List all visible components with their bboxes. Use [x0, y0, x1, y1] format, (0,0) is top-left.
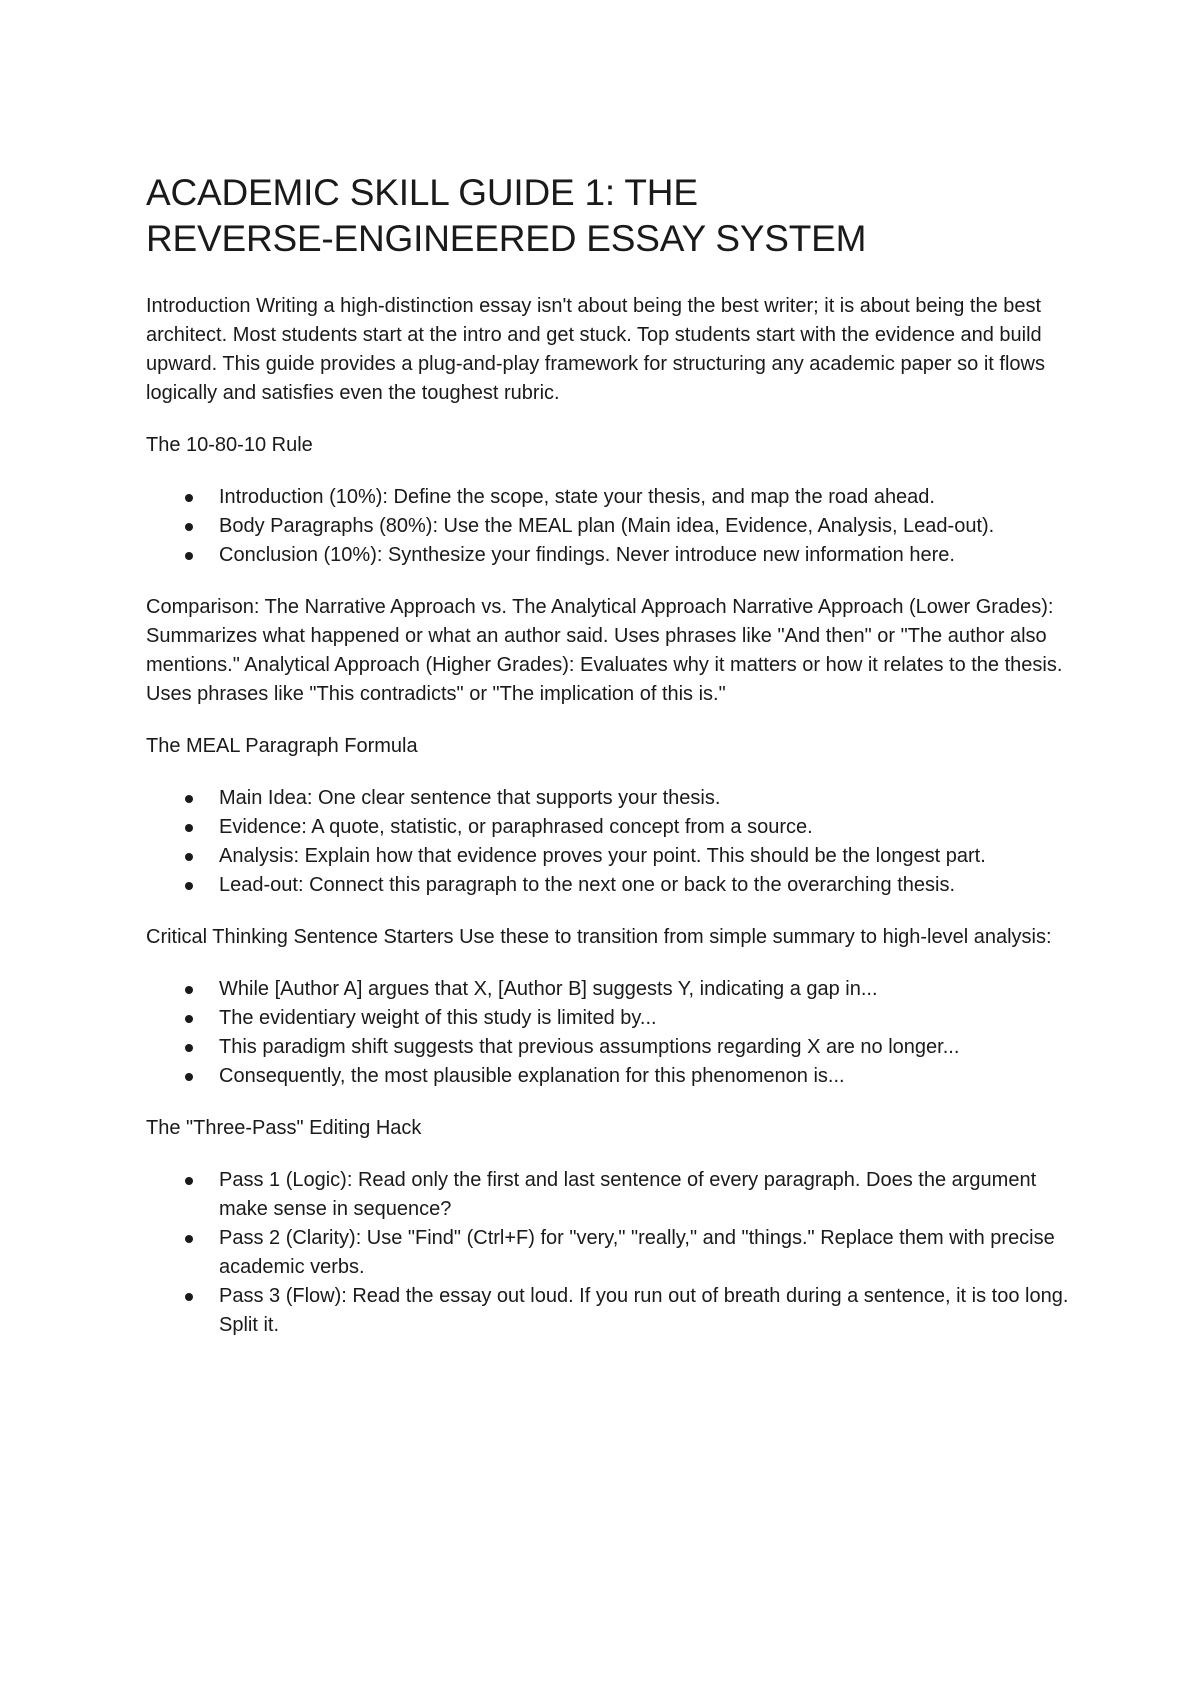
list-item: Introduction (10%): Define the scope, state your thesis, and map the road ahead.	[146, 483, 1076, 512]
list-item: While [Author A] argues that X, [Author B] suggests Y, indicating a gap in...	[146, 975, 1076, 1004]
list-item: This paradigm shift suggests that previous assumptions regarding X are no longer...	[146, 1033, 1076, 1062]
list-item: Pass 3 (Flow): Read the essay out loud. If you run out of breath during a sentence, it is too long. Split it.	[146, 1282, 1076, 1340]
title-line-1: ACADEMIC SKILL GUIDE 1: THE	[146, 172, 698, 213]
bullet-icon	[185, 1293, 193, 1301]
editing-heading: The "Three-Pass" Editing Hack	[146, 1117, 422, 1139]
list-item: Lead-out: Connect this paragraph to the next one or back to the overarching thesis.	[146, 871, 1076, 900]
bullet-icon	[185, 1073, 193, 1081]
page-title	[146, 170, 1076, 262]
list-item: Pass 1 (Logic): Read only the first and last sentence of every paragraph. Does the argument make sense in sequence?	[146, 1166, 1076, 1224]
comparison-paragraph: Comparison: The Narrative Approach vs. The Analytical Approach Narrative Approach (Lower Grades): Summarizes what happened or what an author said. Uses phrases like "And then" or "The author also mentions." Analytical Approach (Higher Grades): Evaluates why it matters or how it relates to the thesis. Uses phrases like "This contradicts" or "The implication of this is."	[146, 596, 1063, 705]
bullet-icon	[185, 882, 193, 890]
list-item: Evidence: A quote, statistic, or paraphrased concept from a source.	[146, 813, 1076, 842]
editing-list	[146, 1166, 1076, 1340]
bullet-icon	[185, 1044, 193, 1052]
rule-heading: The 10-80-10 Rule	[146, 434, 313, 456]
critical-thinking-list	[146, 975, 1076, 1091]
intro-paragraph: Introduction Writing a high-distinction essay isn't about being the best writer; it is about being the best architect. Most students start at the intro and get stuck. Top students start with the evidence and build upward. This guide provides a plug-and-play framework for structuring any academic paper so it flows logically and satisfies even the toughest rubric.	[146, 295, 1045, 404]
title-line-2: REVERSE-ENGINEERED ESSAY SYSTEM	[146, 218, 867, 259]
list-item: Pass 2 (Clarity): Use "Find" (Ctrl+F) for "very," "really," and "things." Replace them with precise academic verbs.	[146, 1224, 1076, 1282]
list-item: Conclusion (10%): Synthesize your findings. Never introduce new information here.	[146, 541, 1076, 570]
meal-heading: The MEAL Paragraph Formula	[146, 735, 418, 757]
bullet-icon	[185, 494, 193, 502]
bullet-icon	[185, 824, 193, 832]
rule-list	[146, 483, 1076, 570]
meal-list	[146, 784, 1076, 900]
bullet-icon	[185, 1235, 193, 1243]
bullet-icon	[185, 795, 193, 803]
document-page	[146, 170, 1076, 1363]
bullet-icon	[185, 1015, 193, 1023]
list-item: Main Idea: One clear sentence that supports your thesis.	[146, 784, 1076, 813]
list-item: The evidentiary weight of this study is limited by...	[146, 1004, 1076, 1033]
bullet-icon	[185, 986, 193, 994]
bullet-icon	[185, 1177, 193, 1185]
bullet-icon	[185, 552, 193, 560]
bullet-icon	[185, 853, 193, 861]
list-item: Analysis: Explain how that evidence proves your point. This should be the longest part.	[146, 842, 1076, 871]
critical-thinking-intro: Critical Thinking Sentence Starters Use these to transition from simple summary to high-level analysis:	[146, 926, 1052, 948]
list-item: Consequently, the most plausible explanation for this phenomenon is...	[146, 1062, 1076, 1091]
bullet-icon	[185, 523, 193, 531]
list-item: Body Paragraphs (80%): Use the MEAL plan (Main idea, Evidence, Analysis, Lead-out).	[146, 512, 1076, 541]
